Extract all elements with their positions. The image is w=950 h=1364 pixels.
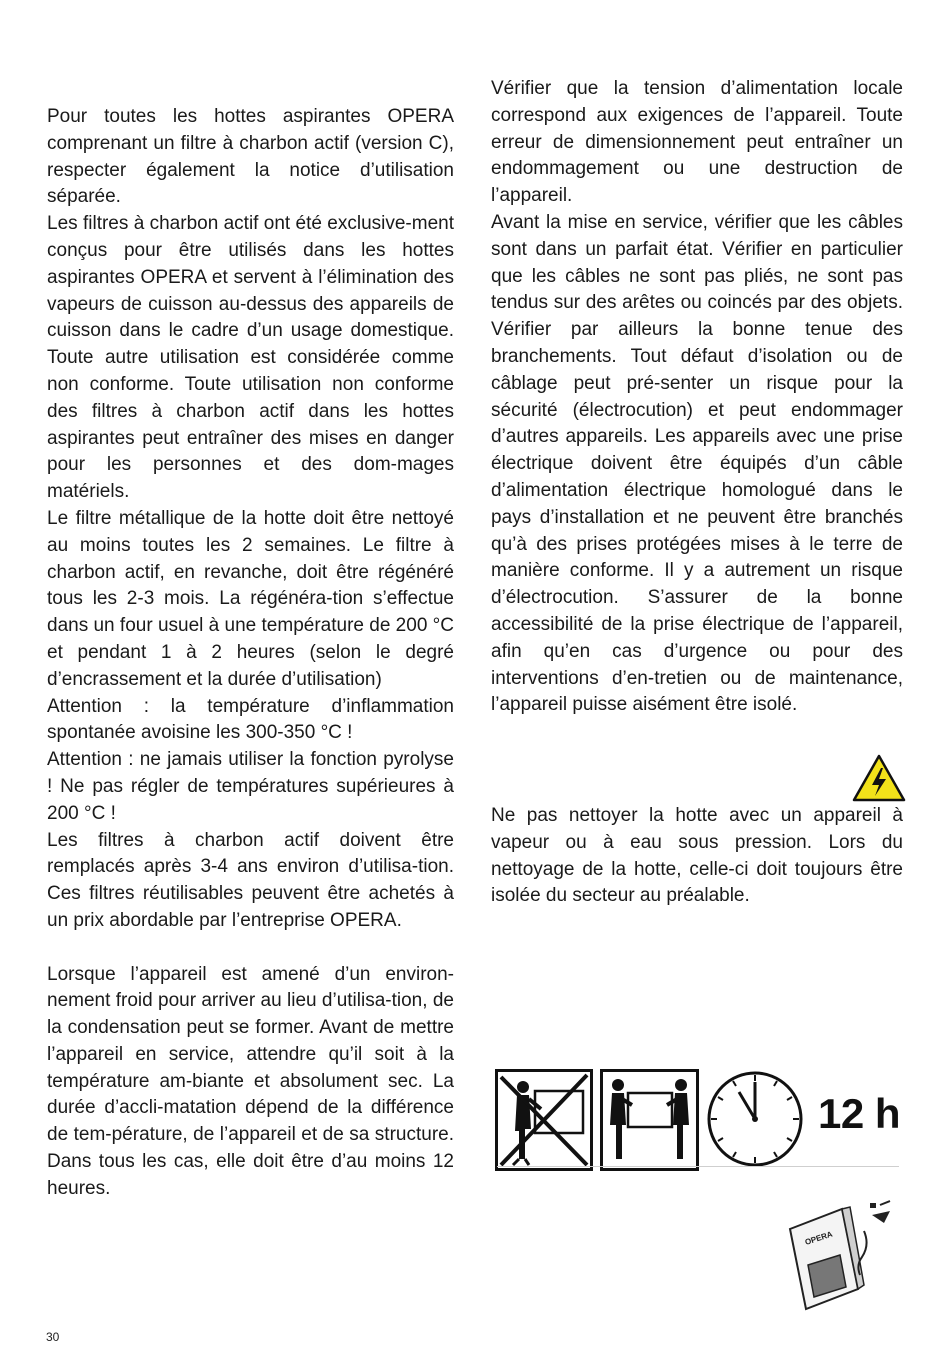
left-text-column [47, 104, 454, 1203]
paragraph-filter-replacement: Les filtres à charbon actif doivent être remplacés après 3-4 ans environ d’utilisa-tion. Ces filtres réutilisables peuvent être achetés à un prix abordable par l’entreprise OPERA. [47, 829, 454, 931]
paragraph-attention-pyrolysis: Attention : ne jamais utiliser la fonction pyrolyse ! Ne pas régler de températures supérieures à 200 °C ! [47, 749, 454, 824]
paragraph-carbon-filter-use: Les filtres à charbon actif ont été exclusive-ment conçus pour être utilisés dans les hottes aspirantes OPERA et servent à l’élimination des vapeurs de cuisson au-dessus des appareils de cuisson dans le cadre d’un usage domestique. Toute autre utilisation est considérée comme non conforme. Toute utilisation non conforme des filtres à charbon actif dans les hottes aspirantes peut entraîner des mises en danger pour les personnes et des dom-mages matériels. [47, 213, 454, 503]
right-text-column-lower [491, 803, 903, 910]
paragraph-cables: Avant la mise en service, vérifier que les câbles sont dans un parfait état. Vérifier en particulier que les câbles ne sont pas pliés, ne sont pas tendus sur des arêtes ou coincés par des objets. Vérifier par ailleurs la bonne tenue des branchements. Tout défaut d’isolation ou de câblage peut pré-senter un risque pour la sécurité (électrocution) et peut endommager d’autres appareils. Les appareils avec une prise électrique doivent être équipés d’un câble d’alimentation électrique homologué dans le pays d’installation et ne peuvent être branchés qu’à des prises protégées mises à le terre de manière conforme. Il y a autrement un risque d’électrocution. S’assurer de la bonne accessibilité de la prise électrique de l’appareil, afin qu’en cas d’urgence ou pour des interventions d’en-tretien ou de maintenance, l’appareil puisse aisément être isolé. [491, 211, 903, 716]
paragraph-condensation: Lorsque l’appareil est amené d’un environ-nement froid pour arriver au lieu d’utilisa-tion, de la condensation peut se former. Avant de mettre l’appareil en service, attendre qu’il soit à la température am-biante et absolument sec. La durée d’accli-matation dépend de la différence de tem-pérature, de l’appareil et de sa structure. Dans tous les cas, elle doit être d’au moins 12 heures. [47, 963, 454, 1199]
twelve-hours-label: 12 h [818, 1090, 901, 1137]
paragraph-carbon-filter-notice: Pour toutes les hottes aspirantes OPERA comprenant un filtre à charbon actif (version C), respecter également la notice d’utilisation séparée. [47, 106, 454, 208]
page-number: 30 [46, 1330, 60, 1344]
pictogram-divider [497, 1166, 899, 1167]
clock-icon [705, 1066, 805, 1172]
manual-brand-text: OPERA [803, 1229, 834, 1247]
two-person-carry-icon [600, 1069, 699, 1171]
right-text-column [491, 76, 903, 719]
paragraph-attention-ignition: Attention : la température d’inflammation spontanée avoisine les 300-350 °C ! [47, 695, 454, 744]
read-manual-icon [784, 1193, 894, 1311]
high-voltage-warning-icon [852, 754, 906, 802]
paragraph-filter-cleaning: Le filtre métallique de la hotte doit être nettoyé au moins toutes les 2 semaines. Le filtre à charbon actif, en revanche, doit être régénéré tous les 2-3 mois. La régénéra-tion s’effectue dans un four usuel à une température de 200 °C et pendant 1 à 2 heures (selon le degré d’encrassement et la durée d’utilisation) [47, 507, 454, 690]
no-single-person-carry-icon [495, 1069, 593, 1171]
paragraph-cleaning-warning: Ne pas nettoyer la hotte avec un appareil à vapeur ou à eau sous pression. Lors du nettoyage de la hotte, celle-ci doit toujours être isolée du secteur au préalable. [491, 805, 903, 907]
paragraph-voltage: Vérifier que la tension d’alimentation locale correspond aux exigences de l’appareil. Toute erreur de dimensionnement peut entraîner un endommagement ou une destruction de l’appareil. [491, 78, 903, 207]
